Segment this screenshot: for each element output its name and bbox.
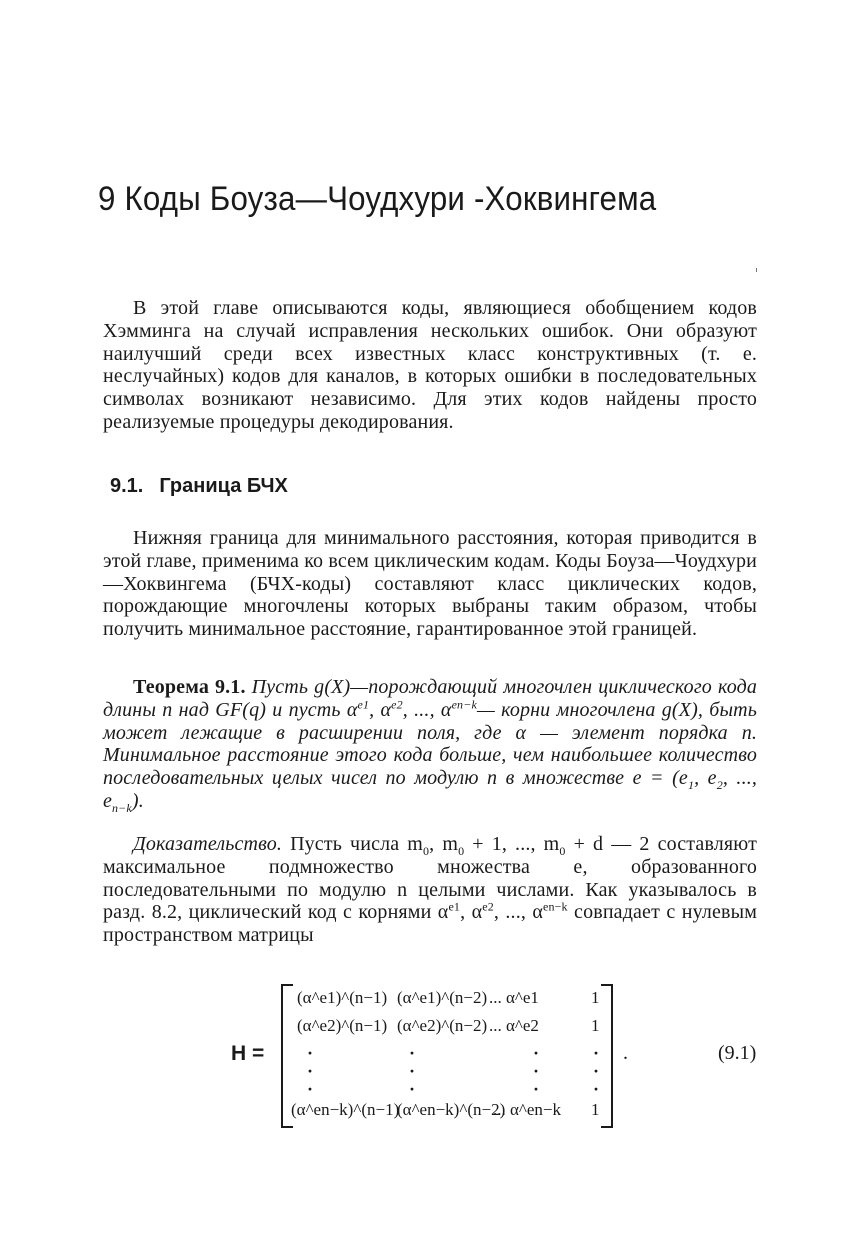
theorem-paragraph	[103, 676, 757, 813]
section-title-text: Граница БЧХ	[159, 475, 288, 497]
matrix-ellipsis-dot: ·	[593, 1061, 600, 1081]
matrix-cell: ... α^en−k	[493, 1100, 562, 1119]
proof-text: совпадает с нулевым пространством матрицы	[103, 901, 757, 947]
theorem-exp: en−k	[451, 697, 477, 712]
equation-number: (9.1)	[718, 1042, 757, 1064]
theorem-text: Пусть g(X)—порождающий многочлен циклического кода длины n над GF(q) и пусть α	[103, 676, 758, 721]
matrix-ellipsis-dot: ·	[307, 1043, 314, 1063]
proof-paragraph	[103, 833, 757, 947]
matrix-ellipsis-dot: ·	[307, 1079, 314, 1099]
matrix-cell: 1	[591, 1016, 600, 1035]
matrix-lhs: H =	[231, 1042, 265, 1065]
matrix-ellipsis-dot: ·	[307, 1061, 314, 1081]
matrix-ellipsis-dot: ·	[533, 1061, 540, 1081]
matrix-cell: (α^e2)^(n−1)	[297, 1016, 388, 1035]
proof-text: , α	[460, 901, 483, 924]
matrix-cell: (α^e1)^(n−1)	[297, 988, 388, 1007]
matrix-ellipsis-dot: ·	[593, 1079, 600, 1099]
matrix-cell: ... α^e2	[489, 1016, 539, 1035]
proof-sub: 0	[423, 844, 430, 858]
print-mark	[756, 268, 757, 272]
matrix-cell: (α^en−k)^(n−1)	[291, 1100, 400, 1119]
matrix-cell: ... α^e1	[489, 988, 539, 1007]
section-number: 9.1.	[110, 475, 144, 497]
theorem-exp: e2	[391, 697, 403, 712]
theorem-text: — корни многочлена g(X), быть может лежащие в расширении поля, где α — элемент порядка n. Минимальное расстояние этого кода больше, чем наибольшее количество последовательных целых чисел по модулю n в множестве e = (e	[103, 698, 758, 790]
proof-sub: 0	[458, 844, 465, 858]
matrix-cell: (α^e2)^(n−2)	[397, 1016, 488, 1035]
matrix-ellipsis-dot: ·	[593, 1043, 600, 1063]
chapter-title: 9 Коды Боуза—Чоудхури -Хоквингема	[98, 180, 657, 218]
proof-text: , m	[429, 833, 459, 855]
matrix-period: .	[623, 1042, 628, 1064]
matrix-ellipsis-dot: ·	[533, 1079, 540, 1099]
section-heading	[110, 475, 288, 498]
matrix-cell: 1	[591, 988, 600, 1007]
proof-exp: e1	[448, 899, 461, 914]
theorem-sub: 2	[716, 778, 723, 793]
proof-exp: e2	[482, 899, 494, 914]
theorem-sub: n−k	[112, 800, 132, 815]
theorem-text: , e	[694, 767, 717, 790]
matrix-equation	[231, 984, 771, 1134]
matrix-right-bracket	[601, 984, 613, 1128]
theorem-text: , ..., α	[402, 698, 452, 721]
proof-text: + d — 2 составляют максимальное подмножество множества e, образованного последовательными по модулю n целыми числами. Как указывалось в разд. 8.2, циклический код с корнями α	[103, 833, 757, 924]
theorem-text: , α	[369, 698, 392, 721]
theorem-exp: e1	[357, 697, 370, 712]
proof-text: + 1, ..., m	[464, 833, 560, 855]
bch-paragraph: Нижняя граница для минимального расстояния, которая приводится в этой главе, применима ко всем циклическим кодам. Коды Боуза—Чоудхури—Хоквингема (БЧХ-коды) составляют класс циклических кодов, порождающие многочлены которых выбраны таким образом, чтобы получить минимальное расстояние, гарантированное этой границей.	[103, 527, 757, 641]
intro-paragraph: В этой главе описываются коды, являющиеся обобщением кодов Хэмминга на случай исправления нескольких ошибок. Они образуют наилучший среди всех известных класс конструктивных (т. е. неслучайных) кодов для каналов, в которых ошибки в последовательных символах возникают независимо. Для этих кодов найдены просто реализуемые процедуры декодирования.	[103, 297, 757, 433]
matrix-ellipsis-dot: ·	[409, 1079, 416, 1099]
proof-lead: Доказательство.	[133, 833, 283, 855]
proof-text: Пусть числа m	[282, 833, 424, 855]
proof-sub: 0	[559, 844, 566, 858]
proof-exp: en−k	[542, 899, 568, 914]
theorem-text: , ..., e	[103, 767, 758, 812]
theorem-sub: 1	[687, 778, 695, 793]
matrix-ellipsis-dot: ·	[409, 1061, 416, 1081]
matrix-cell: 1	[591, 1100, 600, 1119]
theorem-lead: Теорема 9.1.	[133, 676, 246, 698]
matrix-ellipsis-dot: ·	[409, 1043, 416, 1063]
theorem-text: ).	[131, 789, 144, 812]
matrix-cell: (α^e1)^(n−2)	[397, 988, 488, 1007]
matrix-ellipsis-dot: ·	[533, 1043, 540, 1063]
matrix-cell: (α^en−k)^(n−2)	[397, 1100, 506, 1119]
proof-text: , ..., α	[493, 901, 543, 924]
